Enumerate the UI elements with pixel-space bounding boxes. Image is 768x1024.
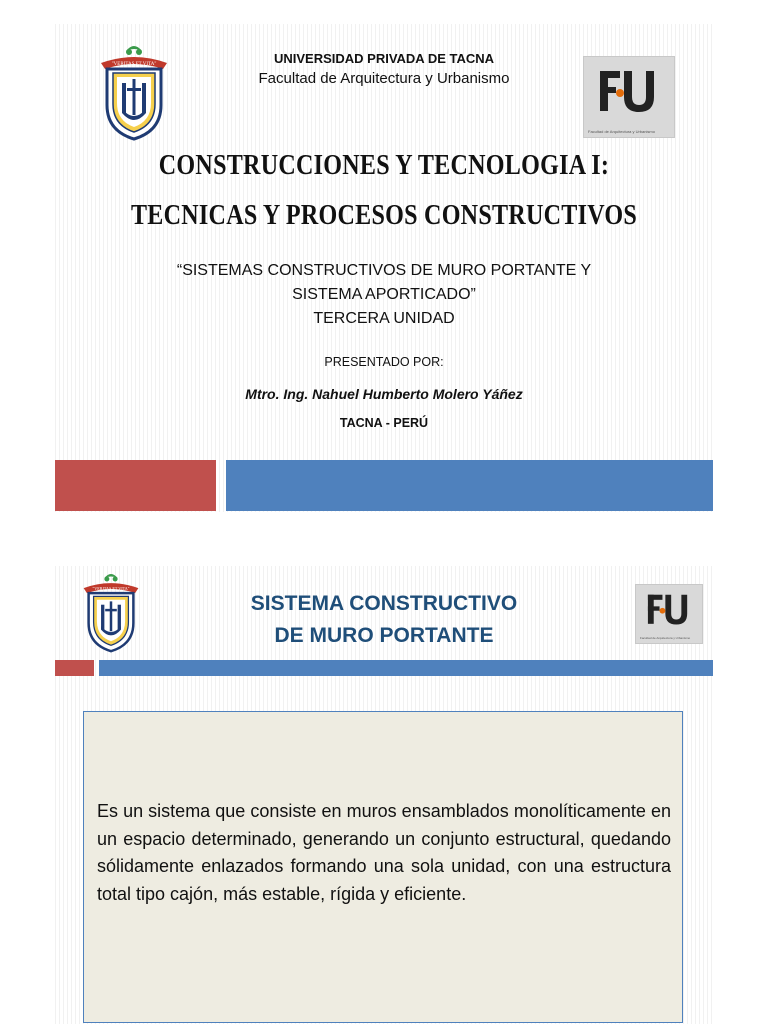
- fau-letters-icon: [596, 65, 662, 119]
- crest-motto: "VERITAS ET VITA": [92, 585, 130, 591]
- blue-accent-bar: [226, 460, 713, 511]
- content-slide: [55, 566, 713, 1024]
- topic-line2: SISTEMA APORTICADO”: [292, 286, 476, 303]
- faculty-name: Facultad de Arquitectura y Urbanismo: [258, 70, 510, 87]
- course-title-line1: CONSTRUCCIONES Y TECNOLOGIA I:: [158, 150, 610, 181]
- course-title-line2: TECNICAS Y PROCESOS CONSTRUCTIVOS: [130, 200, 638, 231]
- title-slide: [55, 24, 713, 512]
- content-box: [83, 711, 683, 1023]
- red-accent-bar: [55, 660, 94, 676]
- university-name: UNIVERSIDAD PRIVADA DE TACNA: [273, 51, 495, 66]
- blue-accent-bar: [99, 660, 713, 676]
- definition-paragraph: Es un sistema que consiste en muros ensamblados monolíticamente en un espacio determinado, generando un conjunto estructural, quedando sólidamente enlazados formando una sola unidad, con una estructura total tipo cajón, más estable, rígida y eficiente.: [97, 801, 671, 904]
- presented-by-label: PRESENTADO POR:: [324, 355, 444, 369]
- fau-letters-icon: [645, 590, 693, 630]
- location-label: TACNA - PERÚ: [339, 416, 429, 430]
- crest-motto: "VERITAS ET VITA": [111, 62, 157, 67]
- fau-caption: Facultad de Arquitectura y Urbanismo: [588, 129, 655, 134]
- slide-title-line1: SISTEMA CONSTRUCTIVO: [250, 592, 518, 615]
- topic-line1: “SISTEMAS CONSTRUCTIVOS DE MURO PORTANTE Y: [176, 262, 592, 279]
- slide-title-line2: DE MURO PORTANTE: [274, 624, 494, 647]
- unit-label: TERCERA UNIDAD: [313, 310, 455, 327]
- fau-logo-icon: [635, 584, 703, 644]
- fau-logo-icon: [583, 56, 675, 138]
- fau-caption: Facultad de Arquitectura y Urbanismo: [640, 636, 691, 640]
- red-accent-bar: [55, 460, 216, 511]
- author-name: Mtro. Ing. Nahuel Humberto Molero Yáñez: [245, 386, 523, 402]
